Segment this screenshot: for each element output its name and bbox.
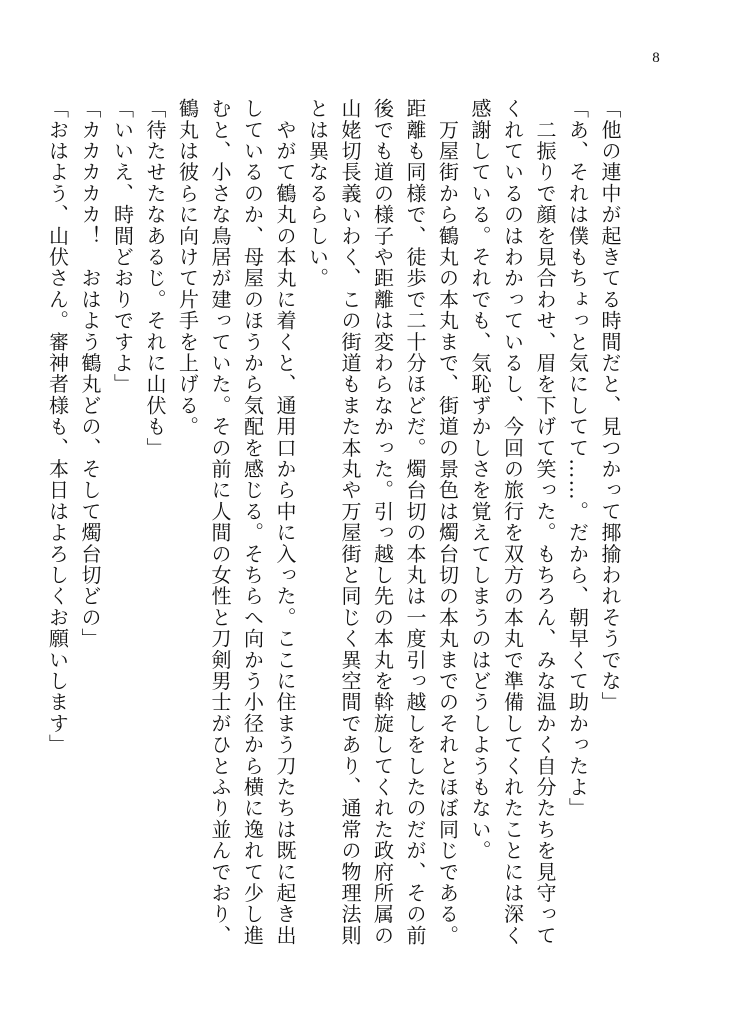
text-line: とは異なるらしい。 (305, 98, 330, 289)
text-line: 距離も同様で、徒歩で二十分ほどだ。燭台切の本丸は一度引っ越しをしたのだが、その前 (403, 98, 427, 946)
text-line: むと、小さな鳥居が建っていた。その前に人間の女性と刀剣男士がひとふり並んでおり、 (208, 98, 232, 946)
page-number: 8 (652, 50, 660, 66)
text-line: くれているのはわかっているし、今回の旅行を双方の本丸で準備してくれたことには深く (500, 98, 525, 946)
text-line: 万屋街から鶴丸の本丸まで、街道の景色は燭台切の本丸までのそれとほぼ同じである。 (435, 98, 460, 946)
text-line: 鶴丸は彼らに向けて片手を上げる。 (175, 98, 200, 438)
text-line: 山姥切長義いわく、この街道もまた本丸や万屋街と同じく異空間であり、通常の物理法則 (338, 98, 362, 946)
text-line: 感謝している。それでも、気恥ずかしさを覚えてしまうのはどうしようもない。 (468, 98, 492, 862)
text-line: やがて鶴丸の本丸に着くと、通用口から中に入った。ここに住まう刀たちは既に起き出 (273, 98, 297, 946)
text-line: 「おはよう、山伏さん。審神者様も、本日はよろしくお願いします」 (45, 98, 70, 756)
text-line: 後でも道の様子や距離は変わらなかった。引っ越し先の本丸を斡旋してくれた政府所属の (370, 98, 395, 946)
text-line: 「待たせたなあるじ。それに山伏も」 (143, 98, 167, 459)
text-line: 「いいえ、時間どおりですよ」 (110, 98, 135, 395)
text-line: 「他の連中が起きてる時間だと、見つかって揶揄われそうでな」 (598, 98, 622, 713)
text-line: しているのか、母屋のほうから気配を感じる。そちらへ向かう小径から横に逸れて少し進 (240, 98, 265, 947)
text-line: 「カカカカカ！ おはよう鶴丸どの、そして燭台切どの」 (78, 98, 102, 650)
text-line: 二振りで顔を見合わせ、眉を下げて笑った。もちろん、みな温かく自分たちを見守って (533, 98, 557, 946)
body-text (41, 98, 626, 978)
text-line: 「あ、それは僕もちょっと気にしてて……。だから、朝早くて助かったよ」 (565, 98, 590, 819)
